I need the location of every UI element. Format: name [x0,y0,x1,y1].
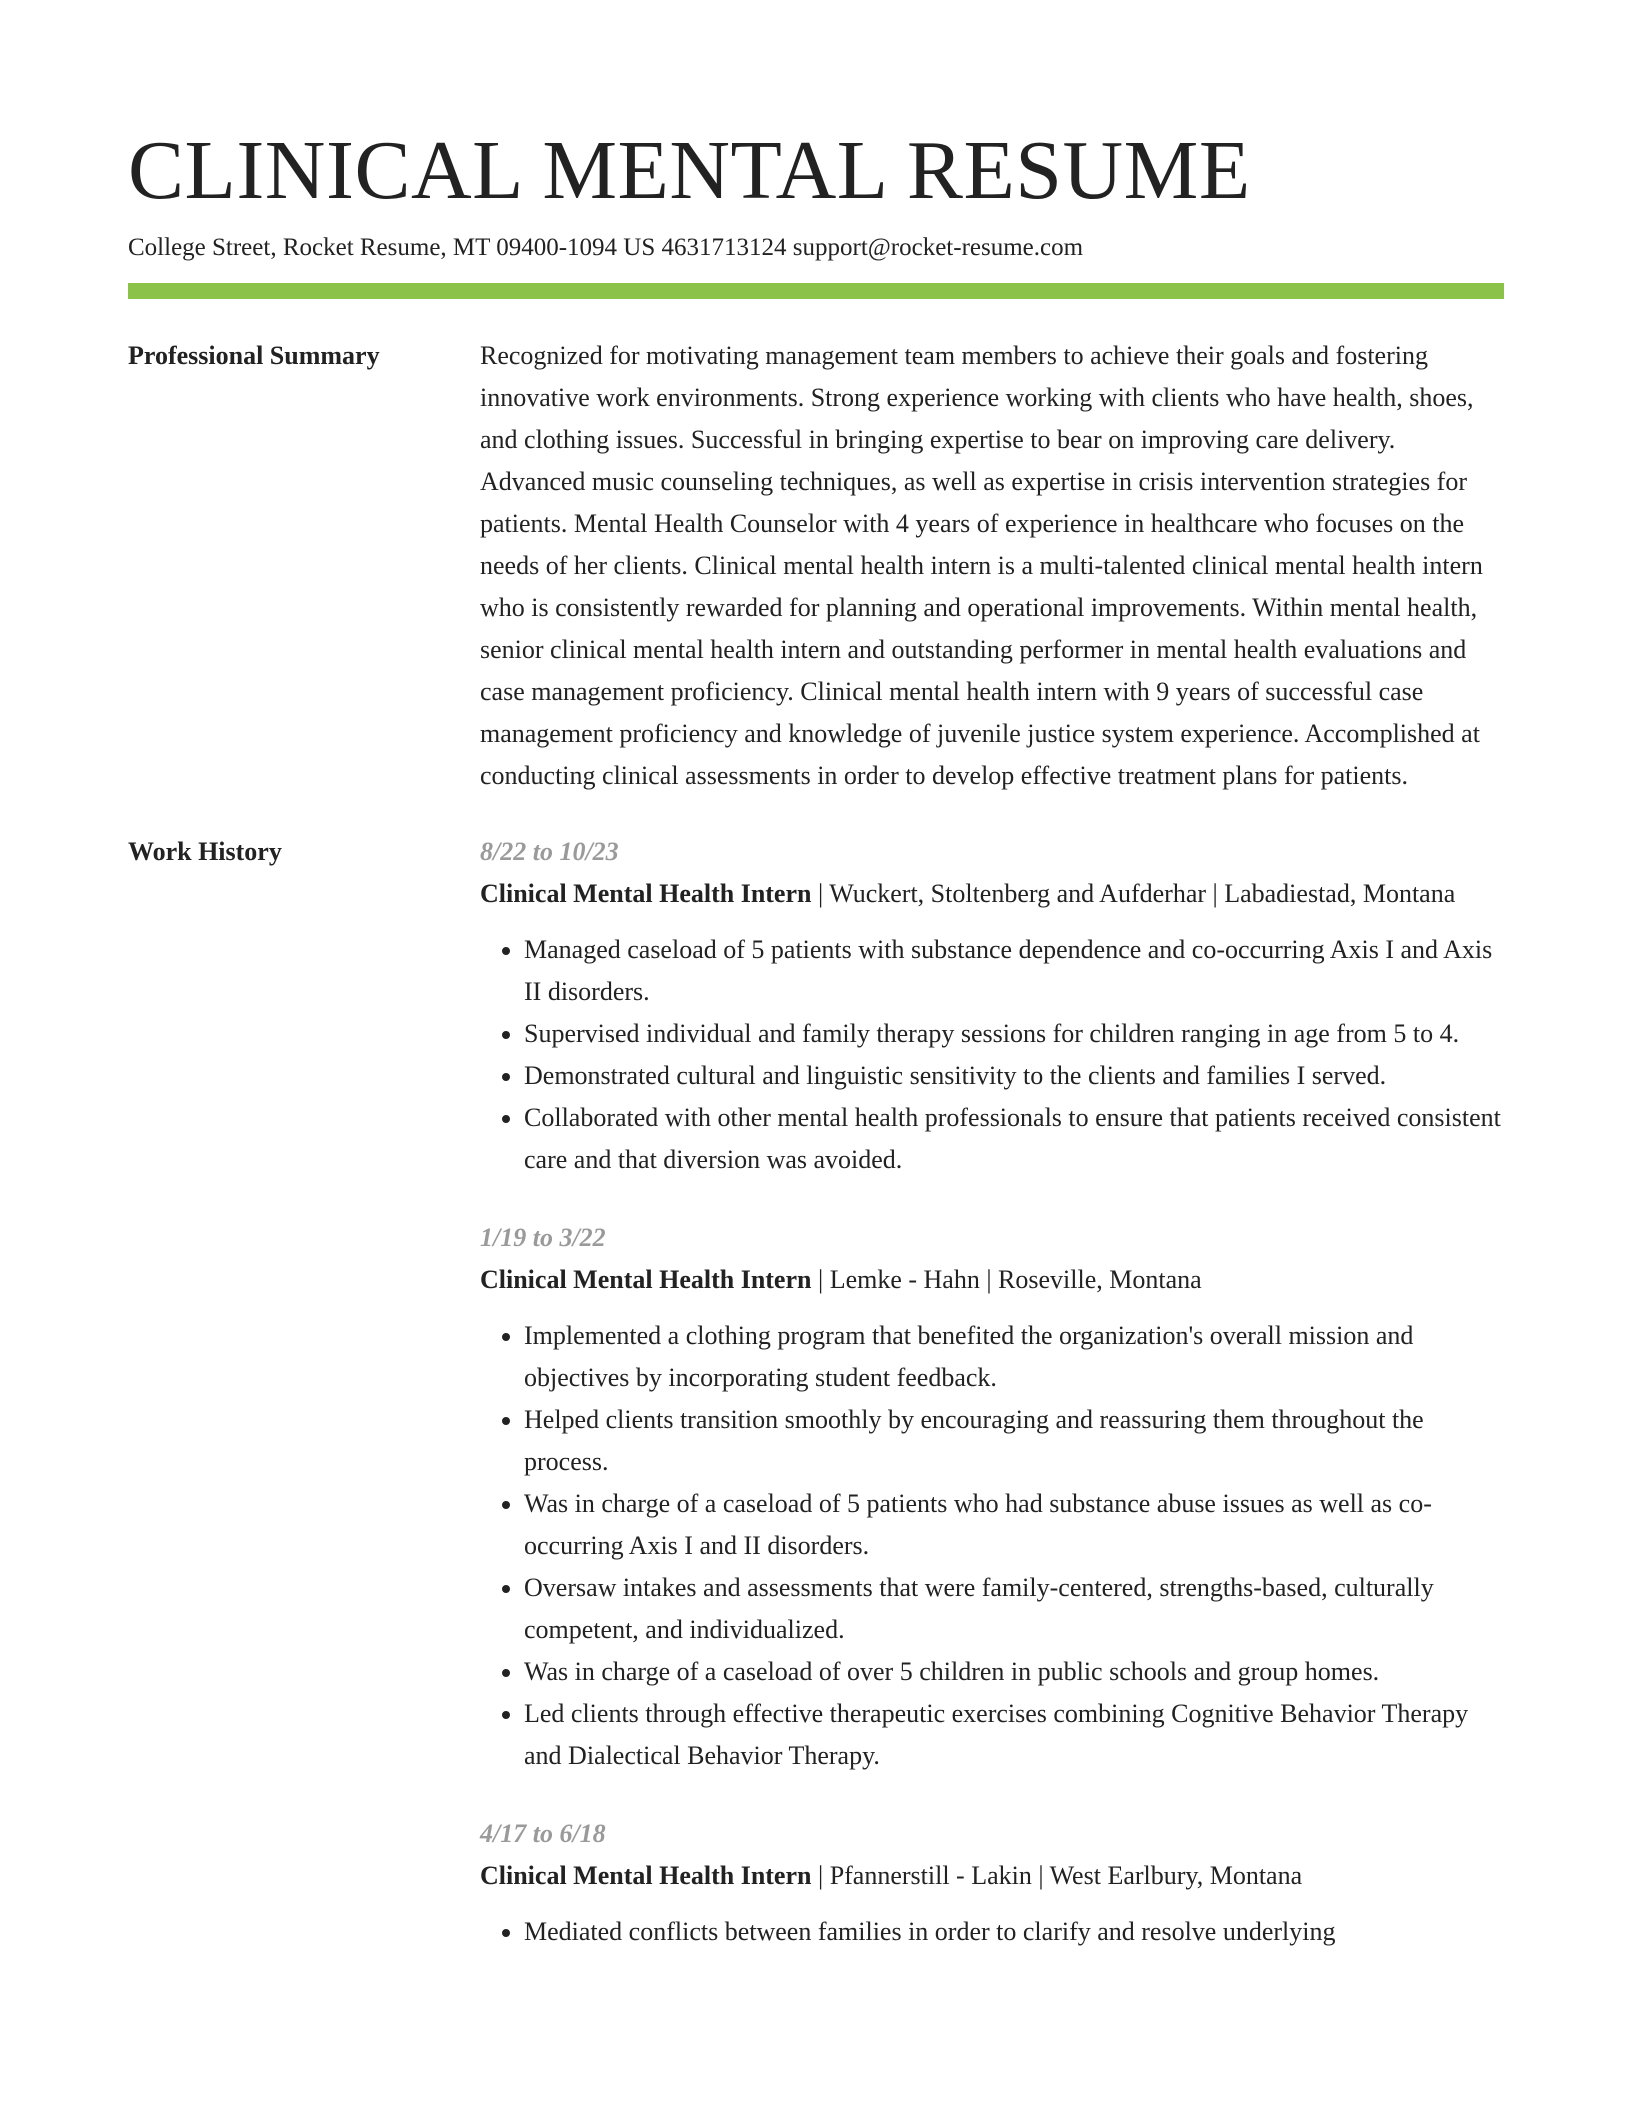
work-history-section [128,831,1504,1989]
summary-body [480,335,1504,797]
resume-page [128,0,1504,1989]
job-bullets [480,1911,1504,1953]
job-details: | Lemke - Hahn | Roseville, Montana [811,1265,1202,1294]
job-bullet: • Implemented a clothing program that benefited the organization's overall mission and objectives by incorporating student feedback. [524,1315,1504,1399]
job-heading [480,1855,1504,1897]
job-title: Clinical Mental Health Intern [480,1861,812,1890]
contact-address: College Street, Rocket Resume, MT 09400-1094 US [128,234,656,261]
contact-phone: 4631713124 [661,234,787,261]
job-title: Clinical Mental Health Intern [480,1265,812,1294]
job-bullet: • Helped clients transition smoothly by encouraging and reassuring them throughout the process. [524,1399,1504,1483]
job-bullet: • Demonstrated cultural and linguistic sensitivity to the clients and families I served. [524,1055,1504,1097]
job-bullet: • Supervised individual and family therapy sessions for children ranging in age from 5 to 4. [524,1013,1504,1055]
job-bullet: • Managed caseload of 5 patients with substance dependence and co-occurring Axis I and Axis II disorders. [524,929,1504,1013]
job-bullet: • Was in charge of a caseload of 5 patients who had substance abuse issues as well as co-occurring Axis I and II disorders. [524,1483,1504,1567]
job-dates: 8/22 to 10/23 [480,837,619,866]
job-entry [480,1217,1504,1777]
job-entry [480,831,1504,1181]
section-label-work-history: Work History [128,837,282,866]
accent-divider [128,283,1504,299]
section-label-summary: Professional Summary [128,341,380,370]
work-history-body [480,831,1504,1989]
job-bullet: • Oversaw intakes and assessments that were family-centered, strengths-based, culturally competent, and individualized. [524,1567,1504,1651]
job-dates: 1/19 to 3/22 [480,1223,606,1252]
job-bullet: • Collaborated with other mental health professionals to ensure that patients received consistent care and that diversion was avoided. [524,1097,1504,1181]
job-details: | Pfannerstill - Lakin | West Earlbury, Montana [811,1861,1303,1890]
summary-text: Recognized for motivating management team members to achieve their goals and fostering innovative work environments. Strong experience working with clients who have health, shoes, and clothing issues. Successful in bringing expertise to bear on improving care delivery. Advanced music counseling techniques, as well as expertise in crisis intervention strategies for patients. Mental Health Counselor with 4 years of experience in healthcare who focuses on the needs of her clients. Clinical mental health intern is a multi-talented clinical mental health intern who is consistently rewarded for planning and operational improvements. Within mental health, senior clinical mental health intern and outstanding performer in mental health evaluations and case management proficiency. Clinical mental health intern with 9 years of successful case management proficiency and knowledge of juvenile justice system experience. Accomplished at conducting clinical assessments in order to develop effective treatment plans for patients. [480,341,1483,790]
job-heading [480,1259,1504,1301]
job-heading [480,873,1504,915]
job-bullets [480,929,1504,1181]
job-bullet: • Was in charge of a caseload of over 5 children in public schools and group homes. [524,1651,1504,1693]
job-bullet: • Led clients through effective therapeutic exercises combining Cognitive Behavior Therapy and Dialectical Behavior Therapy. [524,1693,1504,1777]
job-details: | Wuckert, Stoltenberg and Aufderhar | Labadiestad, Montana [811,879,1456,908]
job-dates: 4/17 to 6/18 [480,1819,606,1848]
job-bullets [480,1315,1504,1777]
resume-title: CLINICAL MENTAL RESUME [128,124,1251,217]
job-bullet: • Mediated conflicts between families in order to clarify and resolve underlying [524,1911,1504,1953]
contact-email: support@rocket-resume.com [792,234,1084,261]
professional-summary-section [128,335,1504,797]
job-entry [480,1813,1504,1953]
job-title: Clinical Mental Health Intern [480,879,812,908]
contact-line [128,231,1504,265]
